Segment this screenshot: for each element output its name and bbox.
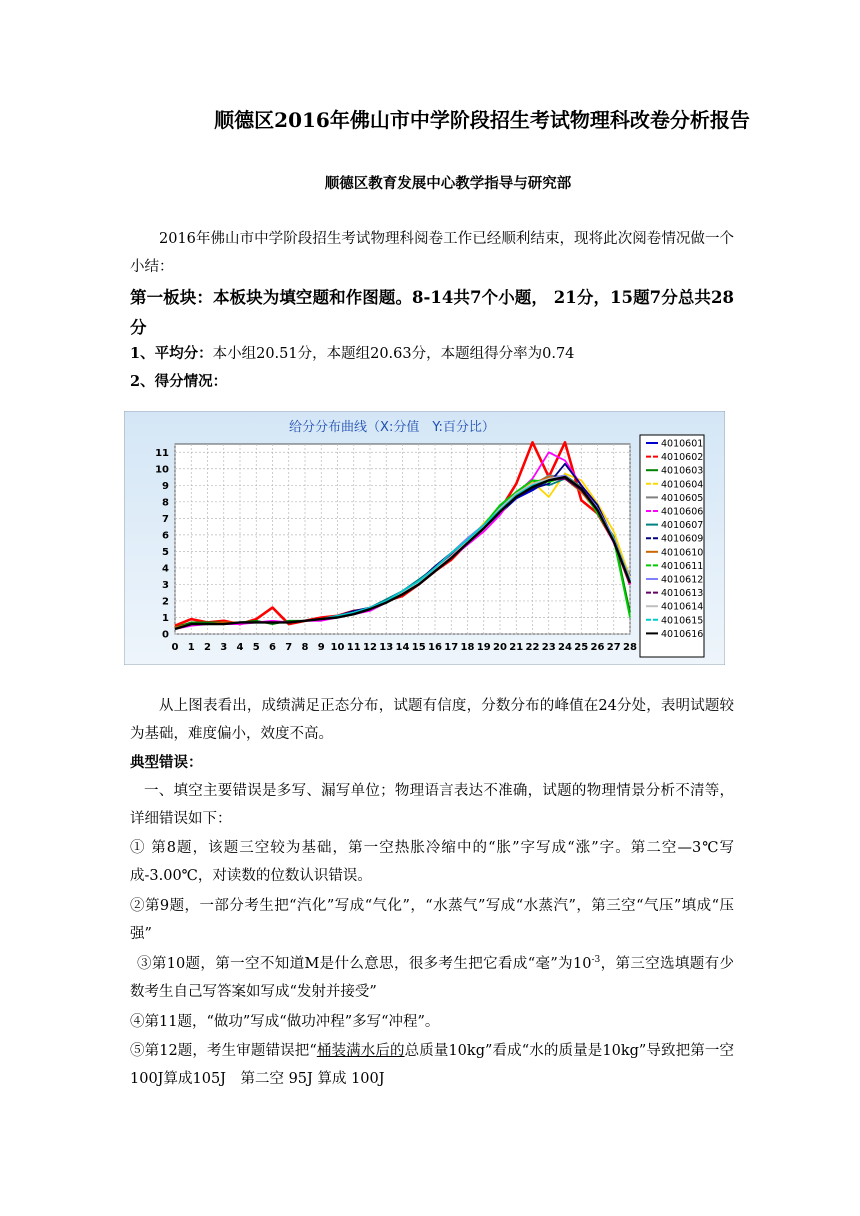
error-item-12 xyxy=(130,1037,734,1093)
legend-label-4010612: 4010612 xyxy=(661,574,704,586)
analysis-paragraph: 从上图表看出，成绩满足正态分布，试题有信度，分数分布的峰值在24分处，表明试题较为基础，难度偏小，效度不高。 xyxy=(130,698,734,742)
legend-label-4010601: 4010601 xyxy=(661,438,704,450)
error-item-12-part2: 总质量10kg”看成“水的质量是10kg”导致把第一空100J算成105J 第二空 95J 算成 100J xyxy=(130,1043,734,1087)
x-tick-label: 12 xyxy=(363,642,377,653)
x-tick-label: 5 xyxy=(252,642,260,653)
y-tick-label: 2 xyxy=(162,596,169,608)
y-tick-label: 4 xyxy=(162,563,169,575)
x-tick-label: 2 xyxy=(204,642,211,653)
x-tick-label: 22 xyxy=(525,642,540,653)
legend-label-4010614: 4010614 xyxy=(661,601,704,613)
x-tick-label: 9 xyxy=(317,642,325,653)
error-item-10 xyxy=(130,950,734,1006)
y-tick-label: 10 xyxy=(155,464,169,476)
error-item-12-underlined: 桶装满水后的 xyxy=(316,1043,405,1059)
y-tick-label: 0 xyxy=(162,629,169,641)
y-tick-label: 6 xyxy=(162,530,169,542)
x-tick-label: 0 xyxy=(171,642,179,653)
x-tick-label: 26 xyxy=(590,642,605,653)
error-item-8: ① 第8题，该题三空较为基础，第一空热胀冷缩中的“胀”字写成“涨”字。第二空—3℃写成-3.00℃，对读数的位数认识错误。 xyxy=(130,840,734,884)
x-tick-label: 8 xyxy=(301,642,309,653)
y-tick-label: 7 xyxy=(162,513,169,525)
section1-heading: 第一板块：本板块为填空题和作图题。8-14共7个小题， 21分，15题7分总共28分 xyxy=(130,288,734,337)
x-tick-label: 24 xyxy=(558,642,572,653)
average-label: 1、平均分： xyxy=(130,345,213,362)
y-tick-label: 9 xyxy=(162,480,169,492)
score-heading: 2、得分情况： xyxy=(130,373,228,390)
legend-label-4010611: 4010611 xyxy=(661,560,704,572)
score-distribution-chart xyxy=(124,411,725,665)
x-tick-label: 21 xyxy=(509,642,524,653)
y-tick-label: 1 xyxy=(162,612,169,624)
legend-label-4010605: 4010605 xyxy=(661,492,704,504)
x-tick-label: 25 xyxy=(574,642,589,653)
legend-label-4010603: 4010603 xyxy=(661,465,704,477)
x-tick-label: 20 xyxy=(493,642,507,653)
x-tick-label: 10 xyxy=(330,642,345,653)
x-tick-label: 6 xyxy=(269,642,276,653)
legend-label-4010602: 4010602 xyxy=(661,452,704,464)
chart-svg xyxy=(124,411,725,665)
x-tick-label: 15 xyxy=(411,642,426,653)
document-title: 顺德区2016年佛山市中学阶段招生考试物理科改卷分析报告 xyxy=(214,108,750,132)
x-tick-label: 17 xyxy=(444,642,459,653)
error-item-12-part1: ⑤第12题，考生审题错误把“ xyxy=(130,1043,317,1059)
legend-label-4010607: 4010607 xyxy=(661,520,704,532)
chart-title: 给分分布曲线（X:分值 Y:百分比） xyxy=(289,420,495,435)
y-tick-label: 8 xyxy=(162,497,169,509)
average-line xyxy=(130,340,734,368)
legend-label-4010604: 4010604 xyxy=(661,479,704,491)
x-tick-label: 3 xyxy=(220,642,228,653)
y-tick-label: 11 xyxy=(155,447,169,459)
average-text: 本小组20.51分，本题组20.63分，本题组得分率为0.74 xyxy=(212,346,575,362)
legend-label-4010609: 4010609 xyxy=(661,533,704,545)
x-tick-label: 11 xyxy=(346,642,361,653)
x-tick-label: 14 xyxy=(395,642,410,653)
errors-intro: 一、填空主要错误是多写、漏写单位；物理语言表达不准确，试题的物理情景分析不清等，详细错误如下： xyxy=(130,783,734,827)
x-tick-label: 7 xyxy=(285,642,293,653)
intro-paragraph: 2016年佛山市中学阶段招生考试物理科阅卷工作已经顺利结束，现将此次阅卷情况做一个小结： xyxy=(130,231,734,275)
y-tick-label: 3 xyxy=(162,579,169,591)
x-tick-label: 28 xyxy=(623,642,637,653)
document-subtitle: 顺德区教育发展中心教学指导与研究部 xyxy=(324,175,572,192)
error-item-9: ②第9题，一部分考生把“汽化”写成“气化”，“水蒸气”写成“水蒸汽”，第三空“气压”填成“压强” xyxy=(130,898,734,942)
legend-label-4010615: 4010615 xyxy=(661,615,704,627)
x-tick-label: 19 xyxy=(476,642,491,653)
legend-label-4010606: 4010606 xyxy=(661,506,704,518)
error-item-10-part1: ③第10题，第一空不知道M是什么意思，很多考生把它看成“毫”为10 xyxy=(137,956,592,972)
legend-label-4010613: 4010613 xyxy=(661,588,704,600)
legend-label-4010610: 4010610 xyxy=(661,547,704,559)
x-tick-label: 1 xyxy=(187,642,195,653)
error-item-10-part2: ，第三空选填题有少数考生自己写答案如写成“发射并接受” xyxy=(130,956,734,1000)
x-tick-label: 4 xyxy=(236,642,244,653)
x-tick-label: 27 xyxy=(606,642,621,653)
x-tick-label: 23 xyxy=(541,642,556,653)
x-tick-label: 18 xyxy=(460,642,475,653)
legend-label-4010616: 4010616 xyxy=(661,628,704,640)
error-item-10-superscript: -3 xyxy=(591,955,601,966)
y-tick-label: 5 xyxy=(162,546,169,558)
errors-heading: 典型错误： xyxy=(130,754,203,771)
x-tick-label: 16 xyxy=(428,642,442,653)
error-item-11: ④第11题，“做功”写成“做功冲程”多写“冲程”。 xyxy=(130,1014,440,1030)
x-tick-label: 13 xyxy=(379,642,394,653)
